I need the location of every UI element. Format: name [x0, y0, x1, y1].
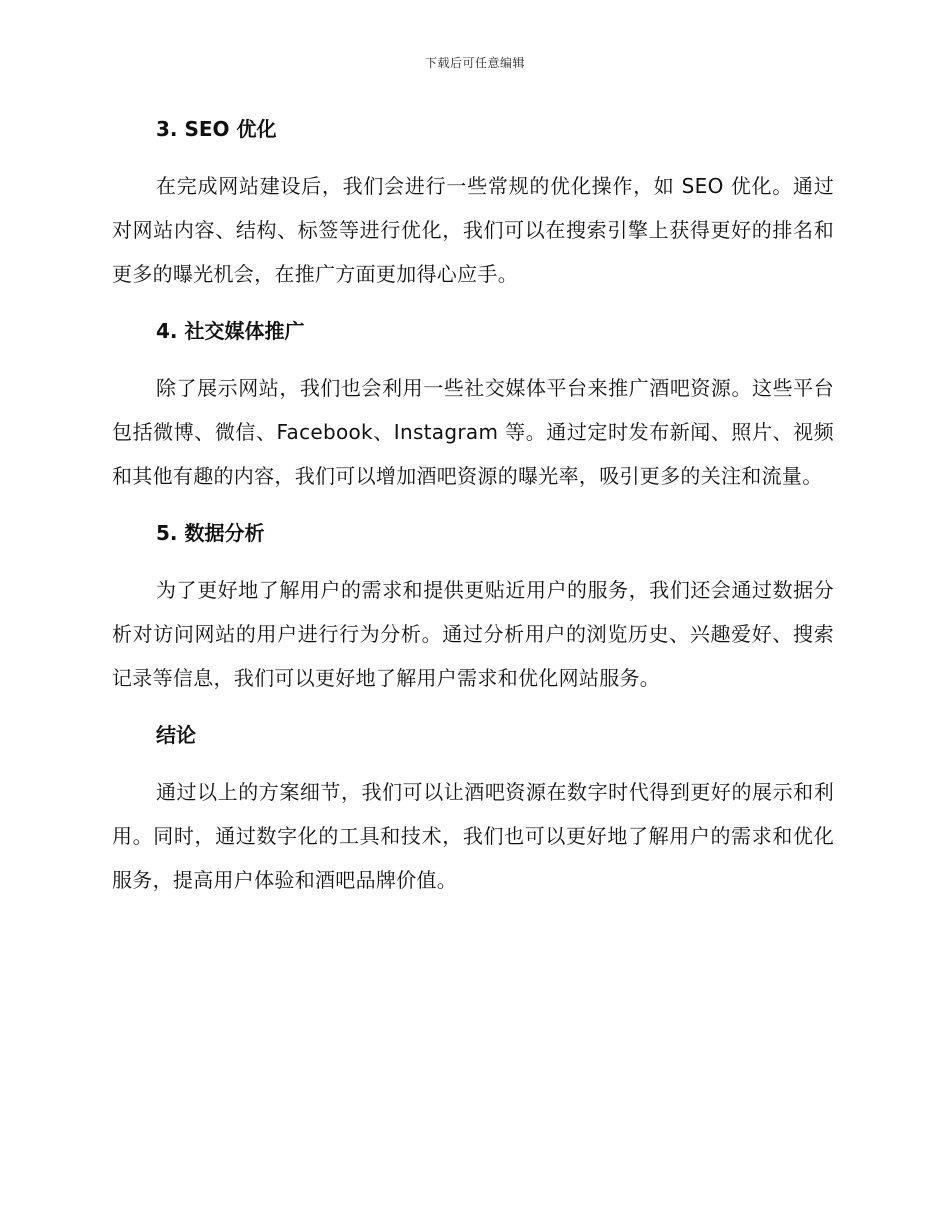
section-social-media: [112, 308, 834, 498]
page-header-note: 下载后可任意编辑: [424, 56, 525, 70]
section-heading: 5. 数据分析: [156, 521, 265, 545]
section-heading: 3. SEO 优化: [156, 117, 277, 141]
section-conclusion: [112, 712, 834, 902]
section-paragraph: 除了展示网站，我们也会利用一些社交媒体平台来推广酒吧资源。这些平台包括微博、微信、Facebook、Instagram 等。通过定时发布新闻、照片、视频和其他有趣的内容，我们可以增加酒吧资源的曝光率，吸引更多的关注和流量。: [112, 376, 834, 488]
section-paragraph: 在完成网站建设后，我们会进行一些常规的优化操作，如 SEO 优化。通过对网站内容、结构、标签等进行优化，我们可以在搜索引擎上获得更好的排名和更多的曝光机会，在推广方面更加得心应手。: [112, 174, 834, 286]
section-heading: 4. 社交媒体推广: [156, 319, 305, 343]
section-seo: [112, 106, 834, 296]
section-data-analysis: [112, 510, 834, 700]
section-heading: 结论: [156, 723, 196, 747]
section-paragraph: 通过以上的方案细节，我们可以让酒吧资源在数字时代得到更好的展示和利用。同时，通过数字化的工具和技术，我们也可以更好地了解用户的需求和优化服务，提高用户体验和酒吧品牌价值。: [112, 780, 834, 892]
section-paragraph: 为了更好地了解用户的需求和提供更贴近用户的服务，我们还会通过数据分析对访问网站的用户进行行为分析。通过分析用户的浏览历史、兴趣爱好、搜索记录等信息，我们可以更好地了解用户需求和优化网站服务。: [112, 578, 834, 690]
document-body: [112, 106, 834, 914]
